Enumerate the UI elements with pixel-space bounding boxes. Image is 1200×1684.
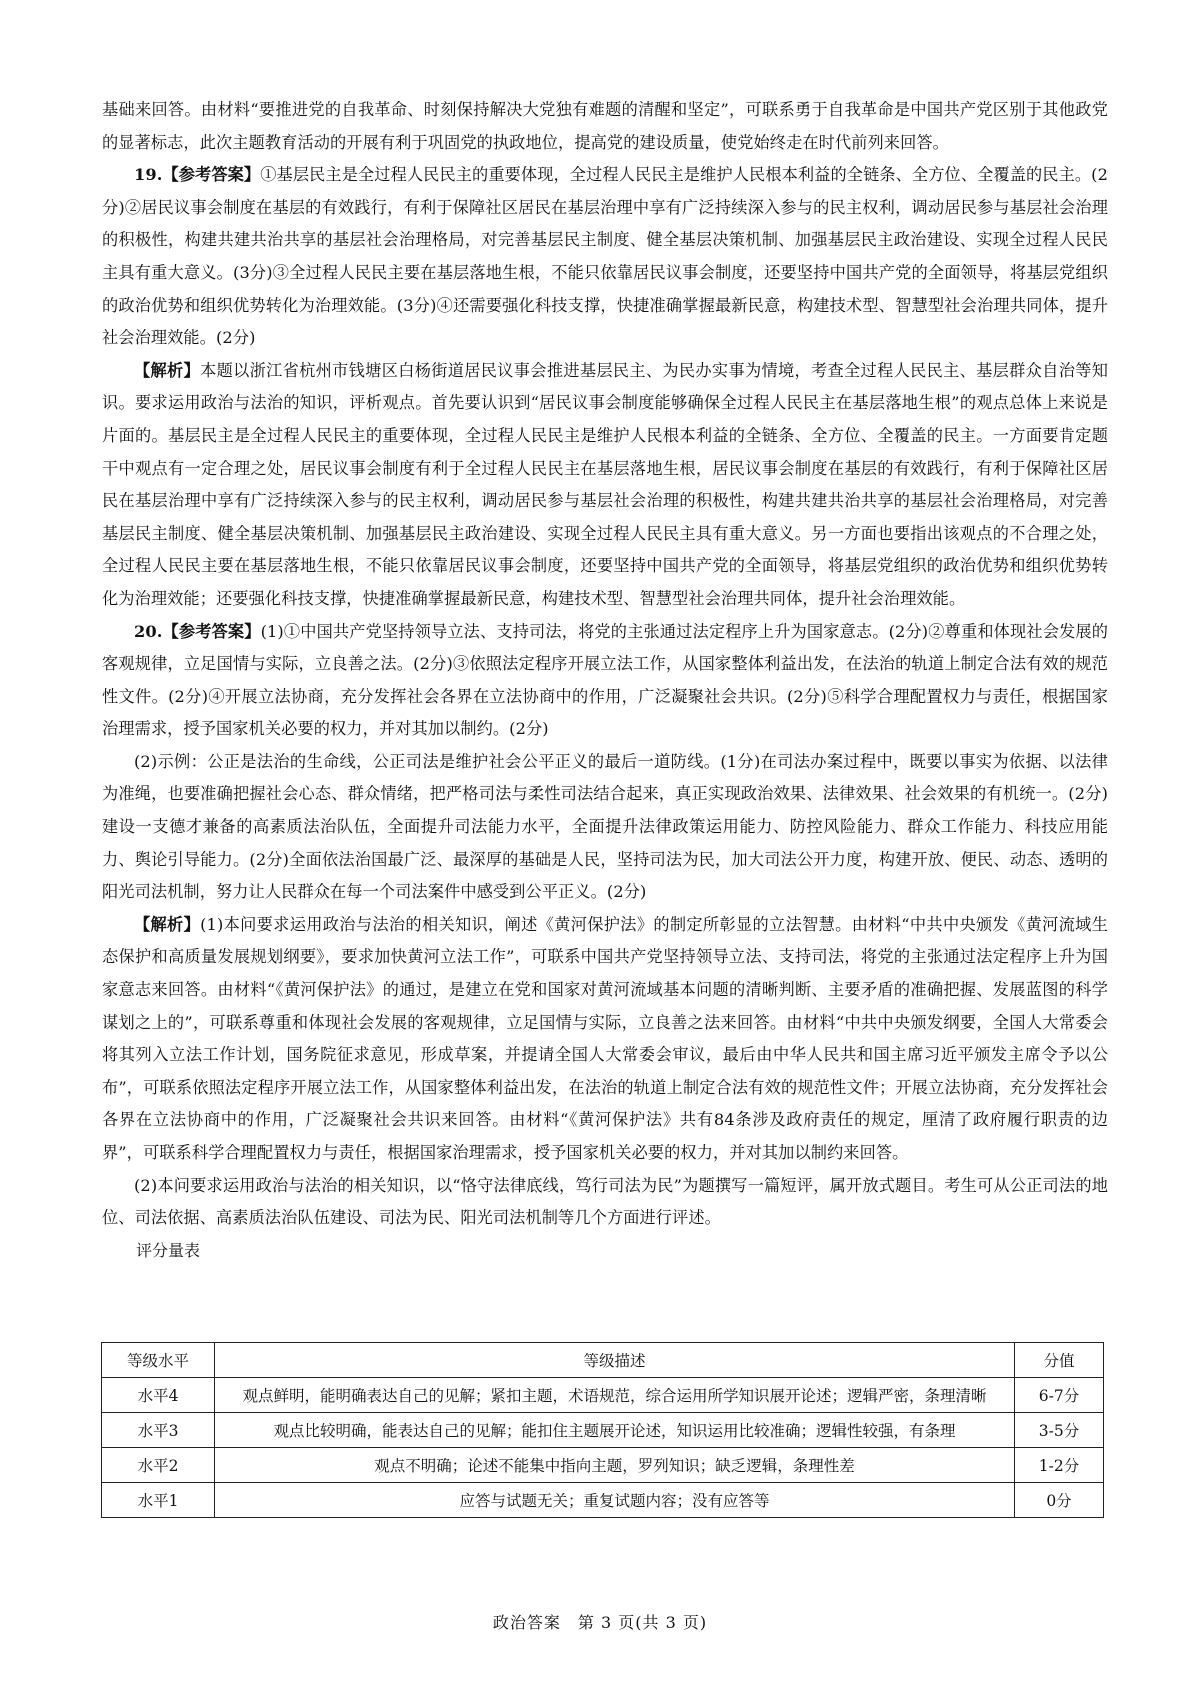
cell-score: 6-7分	[1015, 1378, 1104, 1413]
paragraph-19-analysis	[102, 355, 1108, 616]
header-level: 等级水平	[102, 1343, 215, 1378]
table-label: 评分量表	[136, 1240, 201, 1260]
cell-description: 观点不明确；论述不能集中指向主题，罗列知识；缺乏逻辑，条理性差	[215, 1448, 1015, 1483]
analysis-tag: 【解析】	[134, 360, 201, 380]
table-row	[102, 1413, 1104, 1448]
answer-tag: 19.【参考答案】	[134, 165, 261, 185]
cell-level: 水平4	[102, 1378, 215, 1413]
cell-description: 观点比较明确，能表达自己的见解；能扣住主题展开论述，知识运用比较准确；逻辑性较强，有条理	[215, 1413, 1015, 1448]
table-header-row	[102, 1343, 1104, 1378]
paragraph-19-answer	[102, 159, 1108, 355]
paragraph-text: (1)①中国共产党坚持领导立法、支持司法，将党的主张通过法定程序上升为国家意志。(2分)②尊重和体现社会发展的客观规律，立足国情与实际，立良善之法。(2分)③依照法定程序开展立法工作，从国家整体利益出发，在法治的轨道上制定合法有效的规范性文件。(2分)④开展立法协商，充分发挥社会各界在立法协商中的作用，广泛凝聚社会共识。(2分)⑤科学合理配置权力与责任，根据国家治理需求，授予国家机关必要的权力，并对其加以制约。(2分)	[102, 621, 1109, 739]
header-description: 等级描述	[215, 1343, 1015, 1378]
cell-score: 1-2分	[1015, 1448, 1104, 1483]
paragraph-18-tail	[102, 94, 1108, 159]
paragraph-20-answer-1	[102, 616, 1108, 746]
paragraph-20-analysis-2	[102, 1170, 1108, 1235]
paragraph-text: 基础来回答。由材料“要推进党的自我革命、时刻保持解决大党独有难题的清醒和坚定”，可联系勇于自我革命是中国共产党区别于其他政党的显著标志，此次主题教育活动的开展有利于巩固党的执政地位，提高党的建设质量，使党始终走在时代前列来回答。	[102, 100, 1108, 152]
answer-tag: 20.【参考答案】	[134, 621, 261, 641]
cell-description: 应答与试题无关；重复试题内容；没有应答等	[215, 1483, 1015, 1518]
paragraph-20-analysis-1	[102, 909, 1108, 1170]
paragraph-text: (2)示例：公正是法治的生命线，公正司法是维护社会公平正义的最后一道防线。(1分)在司法办案过程中，既要以事实为依据、以法律为准绳，也要准确把握社会心态、群众情绪，把严格司法与柔性司法结合起来，真正实现政治效果、法律效果、社会效果的有机统一。(2分)建设一支德才兼备的高素质法治队伍，全面提升司法能力水平，全面提升法律政策运用能力、防控风险能力、群众工作能力、科技应用能力、舆论引导能力。(2分)全面依法治国最广泛、最深厚的基础是人民，坚持司法为民，加大司法公开力度，构建开放、便民、动态、透明的阳光司法机制，努力让人民群众在每一个司法案件中感受到公平正义。(2分)	[102, 751, 1108, 902]
cell-level: 水平1	[102, 1483, 215, 1518]
cell-level: 水平2	[102, 1448, 215, 1483]
paragraph-text: (2)本问要求运用政治与法治的相关知识，以“恪守法律底线，笃行司法为民”为题撰写一篇短评，属开放式题目。考生可从公正司法的地位、司法依据、高素质法治队伍建设、司法为民、阳光司法机制等几个方面进行评述。	[102, 1175, 1108, 1228]
cell-description: 观点鲜明，能明确表达自己的见解；紧扣主题，术语规范，综合运用所学知识展开论述；逻辑严密，条理清晰	[215, 1378, 1015, 1413]
header-score: 分值	[1015, 1343, 1104, 1378]
analysis-tag: 【解析】	[134, 914, 201, 934]
cell-score: 3-5分	[1015, 1413, 1104, 1448]
page-footer: 政治答案 第 3 页(共 3 页)	[492, 1613, 708, 1632]
cell-level: 水平3	[102, 1413, 215, 1448]
cell-score: 0分	[1015, 1483, 1104, 1518]
paragraph-text: 本题以浙江省杭州市钱塘区白杨街道居民议事会推进基层民主、为民办实事为情境，考查全过程人民民主、基层群众自治等知识。要求运用政治与法治的知识，评析观点。首先要认识到“居民议事会制度能够确保全过程人民民主在基层落地生根”的观点总体上来说是片面的。基层民主是全过程人民民主的重要体现，全过程人民民主是维护人民根本利益的全链条、全方位、全覆盖的民主。一方面要肯定题干中观点有一定合理之处，居民议事会制度有利于全过程人民民主在基层落地生根，居民议事会制度在基层的有效践行，有利于保障社区居民在基层治理中享有广泛持续深入参与的民主权利，调动居民参与基层社会治理的积极性，构建共建共治共享的基层社会治理格局，对完善基层民主制度、健全基层决策机制、加强基层民主政治建设、实现全过程人民民主具有重大意义。另一方面也要指出该观点的不合理之处，全过程人民民主要在基层落地生根，不能只依靠居民议事会制度，还要坚持中国共产党的全面领导，将基层党组织的政治优势和组织优势转化为治理效能；还要强化科技支撑，快捷准确掌握最新民意，构建技术型、智慧型社会治理共同体，提升社会治理效能。	[102, 360, 1109, 608]
table-row	[102, 1378, 1104, 1413]
table-row	[102, 1483, 1104, 1518]
paragraph-20-answer-2	[102, 746, 1108, 909]
paragraph-text: (1)本问要求运用政治与法治的相关知识，阐述《黄河保护法》的制定所彰显的立法智慧。由材料“中共中央颁发《黄河流域生态保护和高质量发展规划纲要》，要求加快黄河立法工作”，可联系中国共产党坚持领导立法、支持司法，将党的主张通过法定程序上升为国家意志来回答。由材料“《黄河保护法》的通过，是建立在党和国家对黄河流域基本问题的清晰判断、主要矛盾的准确把握、发展蓝图的科学谋划之上的”，可联系尊重和体现社会发展的客观规律，立足国情与实际，立良善之法来回答。由材料“中共中央颁发纲要，全国人大常委会将其列入立法工作计划，国务院征求意见，形成草案，并提请全国人大常委会审议，最后由中华人民共和国主席习近平颁发主席令予以公布”，可联系依照法定程序开展立法工作，从国家整体利益出发，在法治的轨道上制定合法有效的规范性文件；开展立法协商，充分发挥社会各界在立法协商中的作用，广泛凝聚社会共识来回答。由材料“《黄河保护法》共有84条涉及政府责任的规定，厘清了政府履行职责的边界”，可联系科学合理配置权力与责任，根据国家治理需求，授予国家机关必要的权力，并对其加以制约来回答。	[102, 914, 1108, 1162]
paragraph-text: ①基层民主是全过程人民民主的重要体现，全过程人民民主是维护人民根本利益的全链条、全方位、全覆盖的民主。(2分)②居民议事会制度在基层的有效践行，有利于保障社区居民在基层治理中享有广泛持续深入参与的民主权利，调动居民参与基层社会治理的积极性，构建共建共治共享的基层社会治理格局，对完善基层民主制度、健全基层决策机制、加强基层民主政治建设、实现全过程人民民主具有重大意义。(3分)③全过程人民民主要在基层落地生根，不能只依靠居民议事会制度，还要坚持中国共产党的全面领导，将基层党组织的政治优势和组织优势转化为治理效能。(3分)④还需要强化科技支撑，快捷准确掌握最新民意，构建技术型、智慧型社会治理共同体，提升社会治理效能。(2分)	[102, 165, 1108, 348]
answer-text-body	[102, 94, 1108, 1273]
scoring-table	[101, 1342, 1104, 1518]
table-row	[102, 1448, 1104, 1483]
